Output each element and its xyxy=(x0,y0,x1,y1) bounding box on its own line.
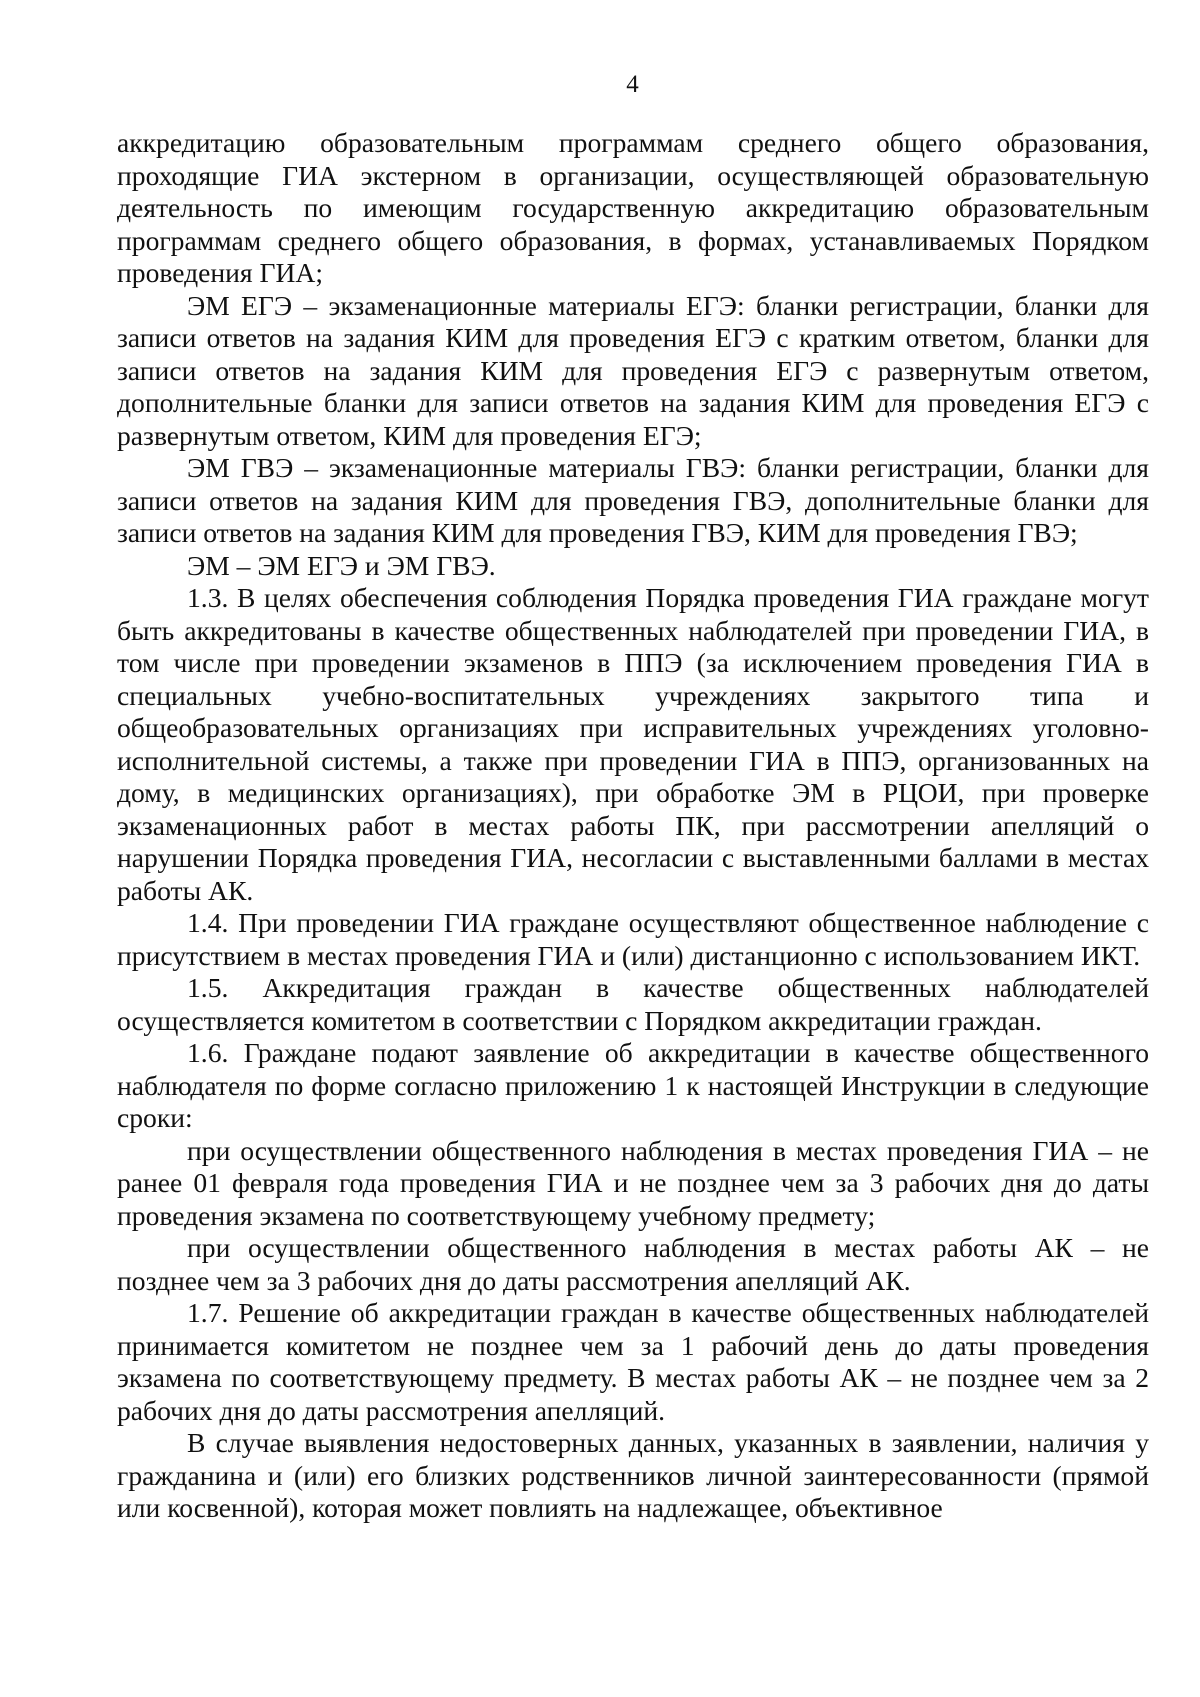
paragraph: В случае выявления недостоверных данных, указанных в заявлении, наличия у гражданина и (или) его близких родственников личной заинтересованности (прямой или косвенной), которая может повлиять на надлежащее, объективное xyxy=(117,1427,1149,1523)
paragraph: ЭМ – ЭМ ЕГЭ и ЭМ ГВЭ. xyxy=(187,549,496,581)
paragraph: 1.4. При проведении ГИА граждане осуществляют общественное наблюдение с присутствием в местах проведения ГИА и (или) дистанционно с использованием ИКТ. xyxy=(117,907,1149,971)
paragraph: аккредитацию образовательным программам среднего общего образования, проходящие ГИА экстерном в организации, осуществляющей образовательную деятельность по имеющим государственную аккредитацию образовательным программам среднего общего образования, в формах, устанавливаемых Порядком проведения ГИА; xyxy=(117,127,1149,288)
paragraph: 1.5. Аккредитация граждан в качестве общественных наблюдателей осуществляется комитетом в соответствии с Порядком аккредитации граждан. xyxy=(117,972,1149,1036)
page-number: 4 xyxy=(626,71,639,98)
document-body xyxy=(117,127,1149,1525)
paragraph: ЭМ ЕГЭ – экзаменационные материалы ЕГЭ: бланки регистрации, бланки для записи ответов на задания КИМ для проведения ЕГЭ с кратким ответом, бланки для записи ответов на задания КИМ для проведения ЕГЭ с развернутым ответом, дополнительные бланки для записи ответов на задания КИМ для проведения ЕГЭ с развернутым ответом, КИМ для проведения ЕГЭ; xyxy=(117,289,1149,451)
paragraph: 1.3. В целях обеспечения соблюдения Порядка проведения ГИА граждане могут быть аккредитованы в качестве общественных наблюдателей при проведении ГИА, в том числе при проведении экзаменов в ППЭ (за исключением проведения ГИА в специальных учебно-воспитательных учреждениях закрытого типа и общеобразовательных организациях при исправительных учреждениях уголовно-исполнительной системы, а также при проведении ГИА в ППЭ, организованных на дому, в медицинских организациях), при обработке ЭМ в РЦОИ, при проверке экзаменационных работ в местах работы ПК, при рассмотрении апелляций о нарушении Порядка проведения ГИА, несогласии с выставленными баллами в местах работы АК. xyxy=(117,582,1149,906)
paragraph: при осуществлении общественного наблюдения в местах работы АК – не позднее чем за 3 рабочих дня до даты рассмотрения апелляций АК. xyxy=(117,1232,1149,1296)
paragraph: 1.6. Граждане подают заявление об аккредитации в качестве общественного наблюдателя по форме согласно приложению 1 к настоящей Инструкции в следующие сроки: xyxy=(117,1037,1149,1133)
paragraph: 1.7. Решение об аккредитации граждан в качестве общественных наблюдателей принимается комитетом не позднее чем за 1 рабочий день до даты проведения экзамена по соответствующему предмету. В местах работы АК – не позднее чем за 2 рабочих дня до даты рассмотрения апелляций. xyxy=(117,1297,1149,1426)
paragraph: при осуществлении общественного наблюдения в местах проведения ГИА – не ранее 01 февраля года проведения ГИА и не позднее чем за 3 рабочих дня до даты проведения экзамена по соответствующему учебному предмету; xyxy=(117,1134,1149,1231)
paragraph: ЭМ ГВЭ – экзаменационные материалы ГВЭ: бланки регистрации, бланки для записи ответов на задания КИМ для проведения ГВЭ, дополнительные бланки для записи ответов на задания КИМ для проведения ГВЭ, КИМ для проведения ГВЭ; xyxy=(117,452,1149,548)
